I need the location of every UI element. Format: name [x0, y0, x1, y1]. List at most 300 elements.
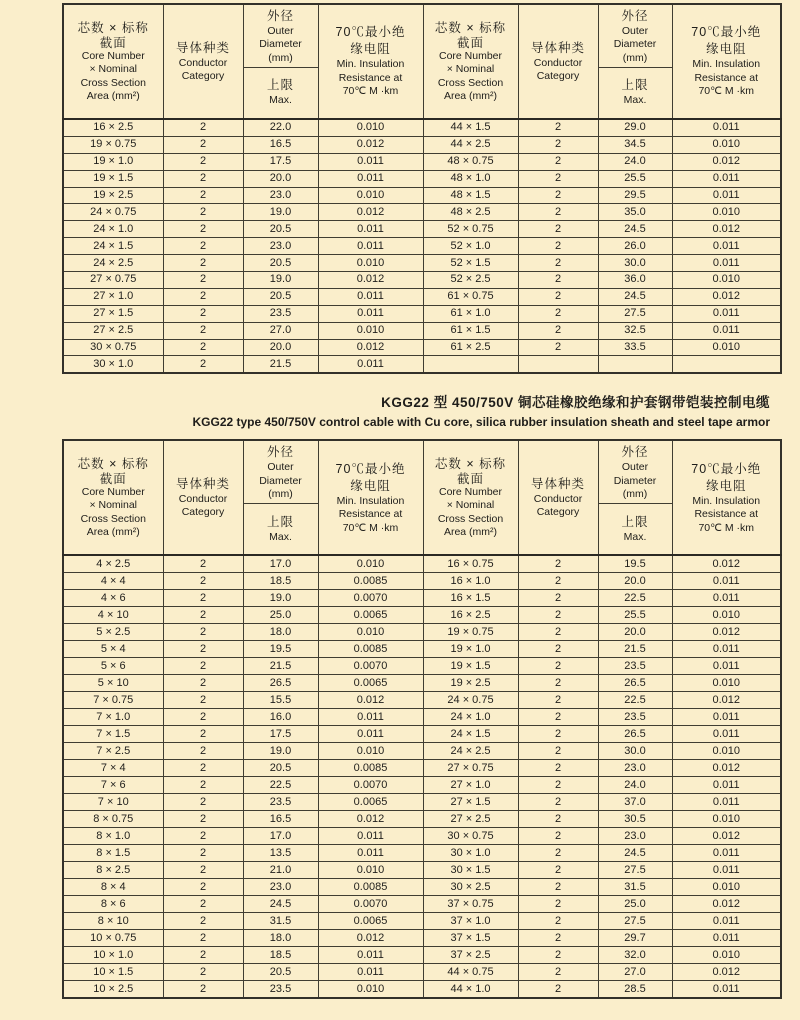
- header-od-en-1: Outer: [267, 24, 294, 37]
- cell-insulation-resistance: 0.012: [318, 339, 423, 356]
- header-core-en-2: × Nominal: [89, 63, 138, 75]
- cell-outer-diameter-max: 36.0: [598, 272, 672, 289]
- header-conductor-zh: 导体种类: [175, 40, 230, 55]
- cell-conductor-category: 2: [163, 221, 243, 238]
- cell-outer-diameter-max: 35.0: [598, 204, 672, 221]
- cell-insulation-resistance: 0.011: [672, 238, 781, 255]
- cell-insulation-resistance: 0.011: [672, 794, 781, 811]
- cell-conductor-category: 2: [518, 624, 598, 641]
- header-conductor-en-1: Conductor: [533, 492, 583, 505]
- cell-core-size: 48 × 1.0: [423, 170, 518, 187]
- cell-core-size: 8 × 1.0: [63, 828, 163, 845]
- header-conductor-zh: 导体种类: [175, 476, 230, 491]
- cell-insulation-resistance: 0.010: [672, 947, 781, 964]
- table-row: [63, 339, 781, 356]
- cell-conductor-category: 2: [163, 590, 243, 607]
- table-row: [63, 743, 781, 760]
- cell-core-size: 7 × 0.75: [63, 692, 163, 709]
- cell-core-size: 24 × 1.5: [63, 238, 163, 255]
- header-conductor-en-2: Category: [181, 70, 225, 82]
- header-ir-zh-2: 缘电阻: [705, 478, 747, 493]
- header-od-en-2: Diameter: [259, 474, 302, 487]
- table-row: [63, 981, 781, 999]
- cell-insulation-resistance: 0.010: [318, 322, 423, 339]
- header-insulation-resistance: [672, 440, 781, 555]
- cell-conductor-category: 2: [518, 555, 598, 573]
- cell-core-size: 27 × 1.5: [423, 794, 518, 811]
- cell-insulation-resistance: 0.0085: [318, 879, 423, 896]
- cell-outer-diameter-max: 25.5: [598, 607, 672, 624]
- cell-conductor-category: 2: [163, 272, 243, 289]
- cell-core-size: 5 × 6: [63, 658, 163, 675]
- header-od-en-2: Diameter: [613, 38, 657, 51]
- cell-core-size: 52 × 2.5: [423, 272, 518, 289]
- table-row: [63, 305, 781, 322]
- cell-core-size: 61 × 0.75: [423, 288, 518, 305]
- cell-outer-diameter-max: 29.0: [598, 119, 672, 136]
- header-insulation-resistance: [318, 440, 423, 555]
- cell-outer-diameter-max: [598, 356, 672, 373]
- cell-core-size: 27 × 2.5: [423, 811, 518, 828]
- cell-conductor-category: 2: [163, 862, 243, 879]
- cell-outer-diameter-max: 25.0: [243, 607, 318, 624]
- cell-insulation-resistance: 0.011: [318, 221, 423, 238]
- cell-conductor-category: 2: [163, 305, 243, 322]
- cell-conductor-category: 2: [163, 641, 243, 658]
- cell-core-size: 5 × 4: [63, 641, 163, 658]
- header-core-zh-2: 截面: [456, 35, 484, 50]
- cell-conductor-category: 2: [518, 136, 598, 153]
- header-od-max-zh: 上限: [621, 78, 649, 93]
- cell-conductor-category: 2: [163, 187, 243, 204]
- cell-conductor-category: 2: [518, 947, 598, 964]
- cell-core-size: 61 × 1.0: [423, 305, 518, 322]
- cell-insulation-resistance: 0.011: [672, 590, 781, 607]
- header-od-en-3: (mm): [268, 488, 293, 501]
- cell-insulation-resistance: 0.0070: [318, 896, 423, 913]
- table-row: [63, 322, 781, 339]
- cell-core-size: 37 × 2.5: [423, 947, 518, 964]
- cell-insulation-resistance: 0.011: [672, 845, 781, 862]
- cell-insulation-resistance: 0.011: [672, 255, 781, 272]
- cell-insulation-resistance: 0.010: [672, 675, 781, 692]
- cell-outer-diameter-max: 24.5: [598, 221, 672, 238]
- cell-outer-diameter-max: 20.0: [598, 573, 672, 590]
- cell-outer-diameter-max: 23.0: [243, 187, 318, 204]
- cell-conductor-category: 2: [163, 913, 243, 930]
- cell-conductor-category: 2: [163, 675, 243, 692]
- cell-outer-diameter-max: 24.5: [598, 845, 672, 862]
- cell-outer-diameter-max: 19.0: [243, 272, 318, 289]
- cell-core-size: 5 × 2.5: [63, 624, 163, 641]
- cell-insulation-resistance: 0.010: [318, 555, 423, 573]
- table-row: [63, 726, 781, 743]
- cell-core-size: 24 × 1.0: [63, 221, 163, 238]
- cell-outer-diameter-max: 17.0: [243, 555, 318, 573]
- cell-core-size: 8 × 1.5: [63, 845, 163, 862]
- cell-core-size: 8 × 6: [63, 896, 163, 913]
- cell-outer-diameter-max: 24.0: [598, 153, 672, 170]
- header-od-max: [599, 68, 672, 117]
- header-ir-en-3: 70℃ M ·km: [698, 85, 755, 98]
- cell-outer-diameter-max: 30.0: [598, 255, 672, 272]
- cell-outer-diameter-max: 18.5: [243, 947, 318, 964]
- cell-insulation-resistance: 0.011: [318, 238, 423, 255]
- cell-insulation-resistance: 0.010: [672, 272, 781, 289]
- cell-insulation-resistance: 0.0085: [318, 641, 423, 658]
- header-core-en-1: Core Number: [81, 485, 145, 498]
- cell-conductor-category: 2: [163, 356, 243, 373]
- cell-core-size: 24 × 2.5: [63, 255, 163, 272]
- cell-outer-diameter-max: 20.5: [243, 964, 318, 981]
- cell-core-size: 27 × 1.5: [63, 305, 163, 322]
- cell-insulation-resistance: 0.012: [672, 221, 781, 238]
- header-conductor-en-1: Conductor: [533, 56, 583, 69]
- cell-core-size: 8 × 4: [63, 879, 163, 896]
- cell-insulation-resistance: 0.0085: [318, 760, 423, 777]
- header-core-en-2: × Nominal: [446, 499, 495, 512]
- cell-conductor-category: 2: [518, 930, 598, 947]
- header-core-en-1: Core Number: [438, 49, 503, 62]
- cell-core-size: 27 × 0.75: [423, 760, 518, 777]
- cell-conductor-category: [518, 356, 598, 373]
- cell-core-size: 7 × 6: [63, 777, 163, 794]
- cell-conductor-category: 2: [518, 692, 598, 709]
- cell-core-size: 30 × 0.75: [63, 339, 163, 356]
- cell-core-size: 4 × 4: [63, 573, 163, 590]
- table-row: [63, 255, 781, 272]
- header-od-zh: 外径: [621, 8, 649, 23]
- cell-insulation-resistance: 0.011: [318, 153, 423, 170]
- cell-insulation-resistance: 0.012: [318, 272, 423, 289]
- cell-outer-diameter-max: 30.5: [598, 811, 672, 828]
- cell-insulation-resistance: 0.011: [672, 981, 781, 999]
- cell-outer-diameter-max: 23.0: [243, 879, 318, 896]
- cell-outer-diameter-max: 27.0: [598, 964, 672, 981]
- cell-insulation-resistance: 0.011: [672, 119, 781, 136]
- cell-core-size: 27 × 1.0: [423, 777, 518, 794]
- cell-insulation-resistance: 0.010: [672, 136, 781, 153]
- cell-outer-diameter-max: 23.5: [243, 981, 318, 999]
- table-row: [63, 658, 781, 675]
- table-row: [63, 555, 781, 573]
- cell-outer-diameter-max: 26.5: [243, 675, 318, 692]
- cell-conductor-category: 2: [518, 322, 598, 339]
- cell-conductor-category: 2: [163, 322, 243, 339]
- cell-core-size: 4 × 10: [63, 607, 163, 624]
- cell-core-size: 27 × 2.5: [63, 322, 163, 339]
- table-row: [63, 862, 781, 879]
- cell-core-size: 37 × 0.75: [423, 896, 518, 913]
- cell-conductor-category: 2: [163, 136, 243, 153]
- cell-conductor-category: 2: [163, 794, 243, 811]
- cell-conductor-category: 2: [163, 811, 243, 828]
- cell-conductor-category: 2: [163, 573, 243, 590]
- header-core-en-1: Core Number: [438, 485, 503, 498]
- cell-conductor-category: 2: [518, 255, 598, 272]
- header-od-en-3: (mm): [622, 51, 648, 64]
- table-row: [63, 930, 781, 947]
- cell-insulation-resistance: 0.010: [318, 624, 423, 641]
- cell-conductor-category: 2: [163, 726, 243, 743]
- header-core-number: [423, 4, 518, 119]
- cell-core-size: 30 × 1.0: [63, 356, 163, 373]
- cell-conductor-category: 2: [518, 187, 598, 204]
- cell-insulation-resistance: 0.010: [672, 879, 781, 896]
- cell-outer-diameter-max: 20.0: [243, 170, 318, 187]
- cell-core-size: 19 × 2.5: [423, 675, 518, 692]
- cell-conductor-category: 2: [518, 760, 598, 777]
- cell-insulation-resistance: 0.011: [318, 845, 423, 862]
- cell-insulation-resistance: 0.010: [672, 607, 781, 624]
- cell-outer-diameter-max: 34.5: [598, 136, 672, 153]
- cell-outer-diameter-max: 20.0: [598, 624, 672, 641]
- cell-outer-diameter-max: 17.0: [243, 828, 318, 845]
- cell-conductor-category: 2: [518, 896, 598, 913]
- header-insulation-resistance: [672, 4, 781, 119]
- cell-conductor-category: 2: [518, 170, 598, 187]
- header-core-en-2: × Nominal: [446, 63, 495, 75]
- header-od-zh: 外径: [266, 8, 294, 23]
- cell-core-size: 48 × 1.5: [423, 187, 518, 204]
- cell-outer-diameter-max: 20.5: [243, 288, 318, 305]
- cell-insulation-resistance: 0.012: [672, 288, 781, 305]
- cell-outer-diameter-max: 15.5: [243, 692, 318, 709]
- cell-core-size: 44 × 2.5: [423, 136, 518, 153]
- cell-insulation-resistance: 0.010: [672, 743, 781, 760]
- cell-conductor-category: 2: [163, 981, 243, 999]
- cell-insulation-resistance: 0.011: [672, 305, 781, 322]
- header-core-zh-1: 芯数 × 标称: [77, 20, 149, 35]
- cell-core-size: 7 × 10: [63, 794, 163, 811]
- cell-insulation-resistance: 0.012: [318, 136, 423, 153]
- header-od-top: [244, 6, 318, 68]
- cell-conductor-category: 2: [163, 709, 243, 726]
- header-od-max-en: Max.: [623, 530, 647, 543]
- table-body: [63, 119, 781, 373]
- cell-outer-diameter-max: 19.5: [598, 555, 672, 573]
- cell-insulation-resistance: 0.011: [672, 777, 781, 794]
- table-row: [63, 794, 781, 811]
- header-core-number: [423, 440, 518, 555]
- cell-conductor-category: 2: [163, 607, 243, 624]
- header-ir-en-2: Resistance at: [694, 71, 759, 84]
- table-row: [63, 221, 781, 238]
- header-outer-diameter: [243, 4, 318, 119]
- cell-insulation-resistance: 0.011: [318, 170, 423, 187]
- cell-outer-diameter-max: 22.5: [598, 692, 672, 709]
- header-od-top: [244, 442, 318, 504]
- table-row: [63, 607, 781, 624]
- table-row: [63, 709, 781, 726]
- cell-outer-diameter-max: 27.5: [598, 305, 672, 322]
- header-core-en-1: Core Number: [81, 49, 145, 62]
- cell-conductor-category: 2: [163, 930, 243, 947]
- cell-outer-diameter-max: 29.7: [598, 930, 672, 947]
- cell-outer-diameter-max: 16.0: [243, 709, 318, 726]
- cell-outer-diameter-max: 19.0: [243, 590, 318, 607]
- cell-outer-diameter-max: 37.0: [598, 794, 672, 811]
- cell-core-size: 10 × 2.5: [63, 981, 163, 999]
- cell-conductor-category: 2: [163, 777, 243, 794]
- section-title-zh: KGG22 型 450/750V 铜芯硅橡胶绝缘和护套钢带铠装控制电缆: [381, 395, 770, 411]
- cell-conductor-category: 2: [518, 641, 598, 658]
- cell-insulation-resistance: 0.012: [672, 964, 781, 981]
- header-od-en-2: Diameter: [613, 474, 657, 487]
- header-ir-zh-2: 缘电阻: [350, 42, 391, 57]
- cell-core-size: 48 × 0.75: [423, 153, 518, 170]
- cell-conductor-category: 2: [163, 288, 243, 305]
- table-row: [63, 675, 781, 692]
- cell-insulation-resistance: 0.011: [672, 658, 781, 675]
- cell-core-size: 16 × 2.5: [63, 119, 163, 136]
- cell-conductor-category: 2: [518, 288, 598, 305]
- cell-conductor-category: 2: [518, 204, 598, 221]
- cell-core-size: 27 × 1.0: [63, 288, 163, 305]
- table-row: [63, 272, 781, 289]
- header-conductor-category: [163, 4, 243, 119]
- header-ir-zh-2: 缘电阻: [705, 42, 747, 57]
- cell-outer-diameter-max: 27.5: [598, 913, 672, 930]
- header-od-en-2: Diameter: [259, 38, 302, 51]
- cell-outer-diameter-max: 23.0: [243, 238, 318, 255]
- cell-conductor-category: 2: [518, 238, 598, 255]
- header-od-max-en: Max.: [269, 530, 292, 543]
- header-od-en-1: Outer: [267, 461, 294, 474]
- cell-insulation-resistance: 0.012: [318, 692, 423, 709]
- cell-conductor-category: 2: [163, 255, 243, 272]
- header-ir-en-1: Min. Insulation: [336, 494, 405, 507]
- cell-outer-diameter-max: 18.5: [243, 573, 318, 590]
- cell-outer-diameter-max: 23.5: [598, 658, 672, 675]
- header-conductor-category: [518, 4, 598, 119]
- cell-insulation-resistance: 0.011: [672, 573, 781, 590]
- cell-outer-diameter-max: 17.5: [243, 153, 318, 170]
- table-row: [63, 170, 781, 187]
- cell-outer-diameter-max: 24.0: [598, 777, 672, 794]
- cell-outer-diameter-max: 24.5: [243, 896, 318, 913]
- cell-conductor-category: 2: [163, 204, 243, 221]
- cell-outer-diameter-max: 18.0: [243, 930, 318, 947]
- cell-core-size: 61 × 1.5: [423, 322, 518, 339]
- cell-outer-diameter-max: 25.5: [598, 170, 672, 187]
- cell-insulation-resistance: 0.010: [672, 811, 781, 828]
- header-core-zh-1: 芯数 × 标称: [77, 456, 149, 471]
- cell-outer-diameter-max: 16.5: [243, 811, 318, 828]
- cell-outer-diameter-max: 19.0: [243, 204, 318, 221]
- cell-insulation-resistance: 0.012: [672, 828, 781, 845]
- header-outer-diameter: [598, 4, 672, 119]
- cell-conductor-category: 2: [163, 238, 243, 255]
- cell-outer-diameter-max: 20.5: [243, 255, 318, 272]
- cell-conductor-category: 2: [163, 896, 243, 913]
- cell-core-size: 30 × 1.0: [423, 845, 518, 862]
- cell-outer-diameter-max: 25.0: [598, 896, 672, 913]
- cell-core-size: 24 × 2.5: [423, 743, 518, 760]
- cell-core-size: 44 × 1.0: [423, 981, 518, 999]
- cell-outer-diameter-max: 23.0: [598, 828, 672, 845]
- cell-outer-diameter-max: 31.5: [243, 913, 318, 930]
- cell-core-size: 37 × 1.0: [423, 913, 518, 930]
- cell-outer-diameter-max: 16.5: [243, 136, 318, 153]
- cell-conductor-category: 2: [518, 879, 598, 896]
- header-od-max-en: Max.: [269, 94, 292, 107]
- cell-outer-diameter-max: 23.5: [243, 794, 318, 811]
- cell-conductor-category: 2: [163, 760, 243, 777]
- cell-conductor-category: 2: [518, 845, 598, 862]
- table-row: [63, 964, 781, 981]
- cell-core-size: 16 × 0.75: [423, 555, 518, 573]
- cell-conductor-category: 2: [518, 743, 598, 760]
- cell-insulation-resistance: 0.011: [672, 170, 781, 187]
- cell-conductor-category: 2: [518, 862, 598, 879]
- header-od-max-zh: 上限: [266, 514, 294, 529]
- header-od-zh: 外径: [621, 445, 649, 460]
- cell-outer-diameter-max: 28.5: [598, 981, 672, 999]
- cell-core-size: 8 × 2.5: [63, 862, 163, 879]
- cell-core-size: 19 × 2.5: [63, 187, 163, 204]
- cell-core-size: 16 × 1.0: [423, 573, 518, 590]
- cell-conductor-category: 2: [518, 607, 598, 624]
- cell-conductor-category: 2: [518, 726, 598, 743]
- cell-core-size: 48 × 2.5: [423, 204, 518, 221]
- cell-conductor-category: 2: [518, 828, 598, 845]
- cell-insulation-resistance: 0.012: [318, 204, 423, 221]
- table-row: [63, 187, 781, 204]
- cell-insulation-resistance: 0.012: [318, 930, 423, 947]
- table-row: [63, 573, 781, 590]
- cell-conductor-category: 2: [518, 658, 598, 675]
- cell-outer-diameter-max: 23.5: [598, 709, 672, 726]
- cell-conductor-category: 2: [518, 272, 598, 289]
- cell-outer-diameter-max: 13.5: [243, 845, 318, 862]
- cell-core-size: 8 × 10: [63, 913, 163, 930]
- header-od-max: [244, 68, 318, 117]
- table-row: [63, 153, 781, 170]
- cell-outer-diameter-max: 30.0: [598, 743, 672, 760]
- header-ir-en-1: Min. Insulation: [336, 58, 405, 71]
- header-outer-diameter: [598, 440, 672, 555]
- table-row: [63, 119, 781, 136]
- cell-conductor-category: 2: [163, 339, 243, 356]
- cell-conductor-category: 2: [163, 153, 243, 170]
- cell-core-size: 16 × 2.5: [423, 607, 518, 624]
- header-od-top: [599, 6, 672, 68]
- cell-outer-diameter-max: 21.5: [243, 356, 318, 373]
- cell-outer-diameter-max: 19.5: [243, 641, 318, 658]
- header-ir-zh-1: 70℃最小绝: [335, 25, 406, 40]
- header-od-max: [244, 504, 318, 553]
- cell-core-size: 52 × 1.0: [423, 238, 518, 255]
- cell-insulation-resistance: 0.011: [672, 726, 781, 743]
- cell-outer-diameter-max: 21.5: [243, 658, 318, 675]
- cell-core-size: 30 × 2.5: [423, 879, 518, 896]
- cell-core-size: 24 × 1.5: [423, 726, 518, 743]
- header-ir-en-3: 70℃ M ·km: [698, 521, 755, 534]
- cell-insulation-resistance: 0.011: [318, 964, 423, 981]
- cell-core-size: 37 × 1.5: [423, 930, 518, 947]
- cell-insulation-resistance: 0.012: [672, 555, 781, 573]
- cell-conductor-category: 2: [163, 845, 243, 862]
- cell-core-size: 30 × 1.5: [423, 862, 518, 879]
- table-row: [63, 896, 781, 913]
- header-od-max-zh: 上限: [621, 514, 649, 529]
- header-od-top: [599, 442, 672, 504]
- table-row: [63, 641, 781, 658]
- cell-conductor-category: 2: [163, 743, 243, 760]
- cell-insulation-resistance: 0.011: [672, 709, 781, 726]
- header-outer-diameter: [243, 440, 318, 555]
